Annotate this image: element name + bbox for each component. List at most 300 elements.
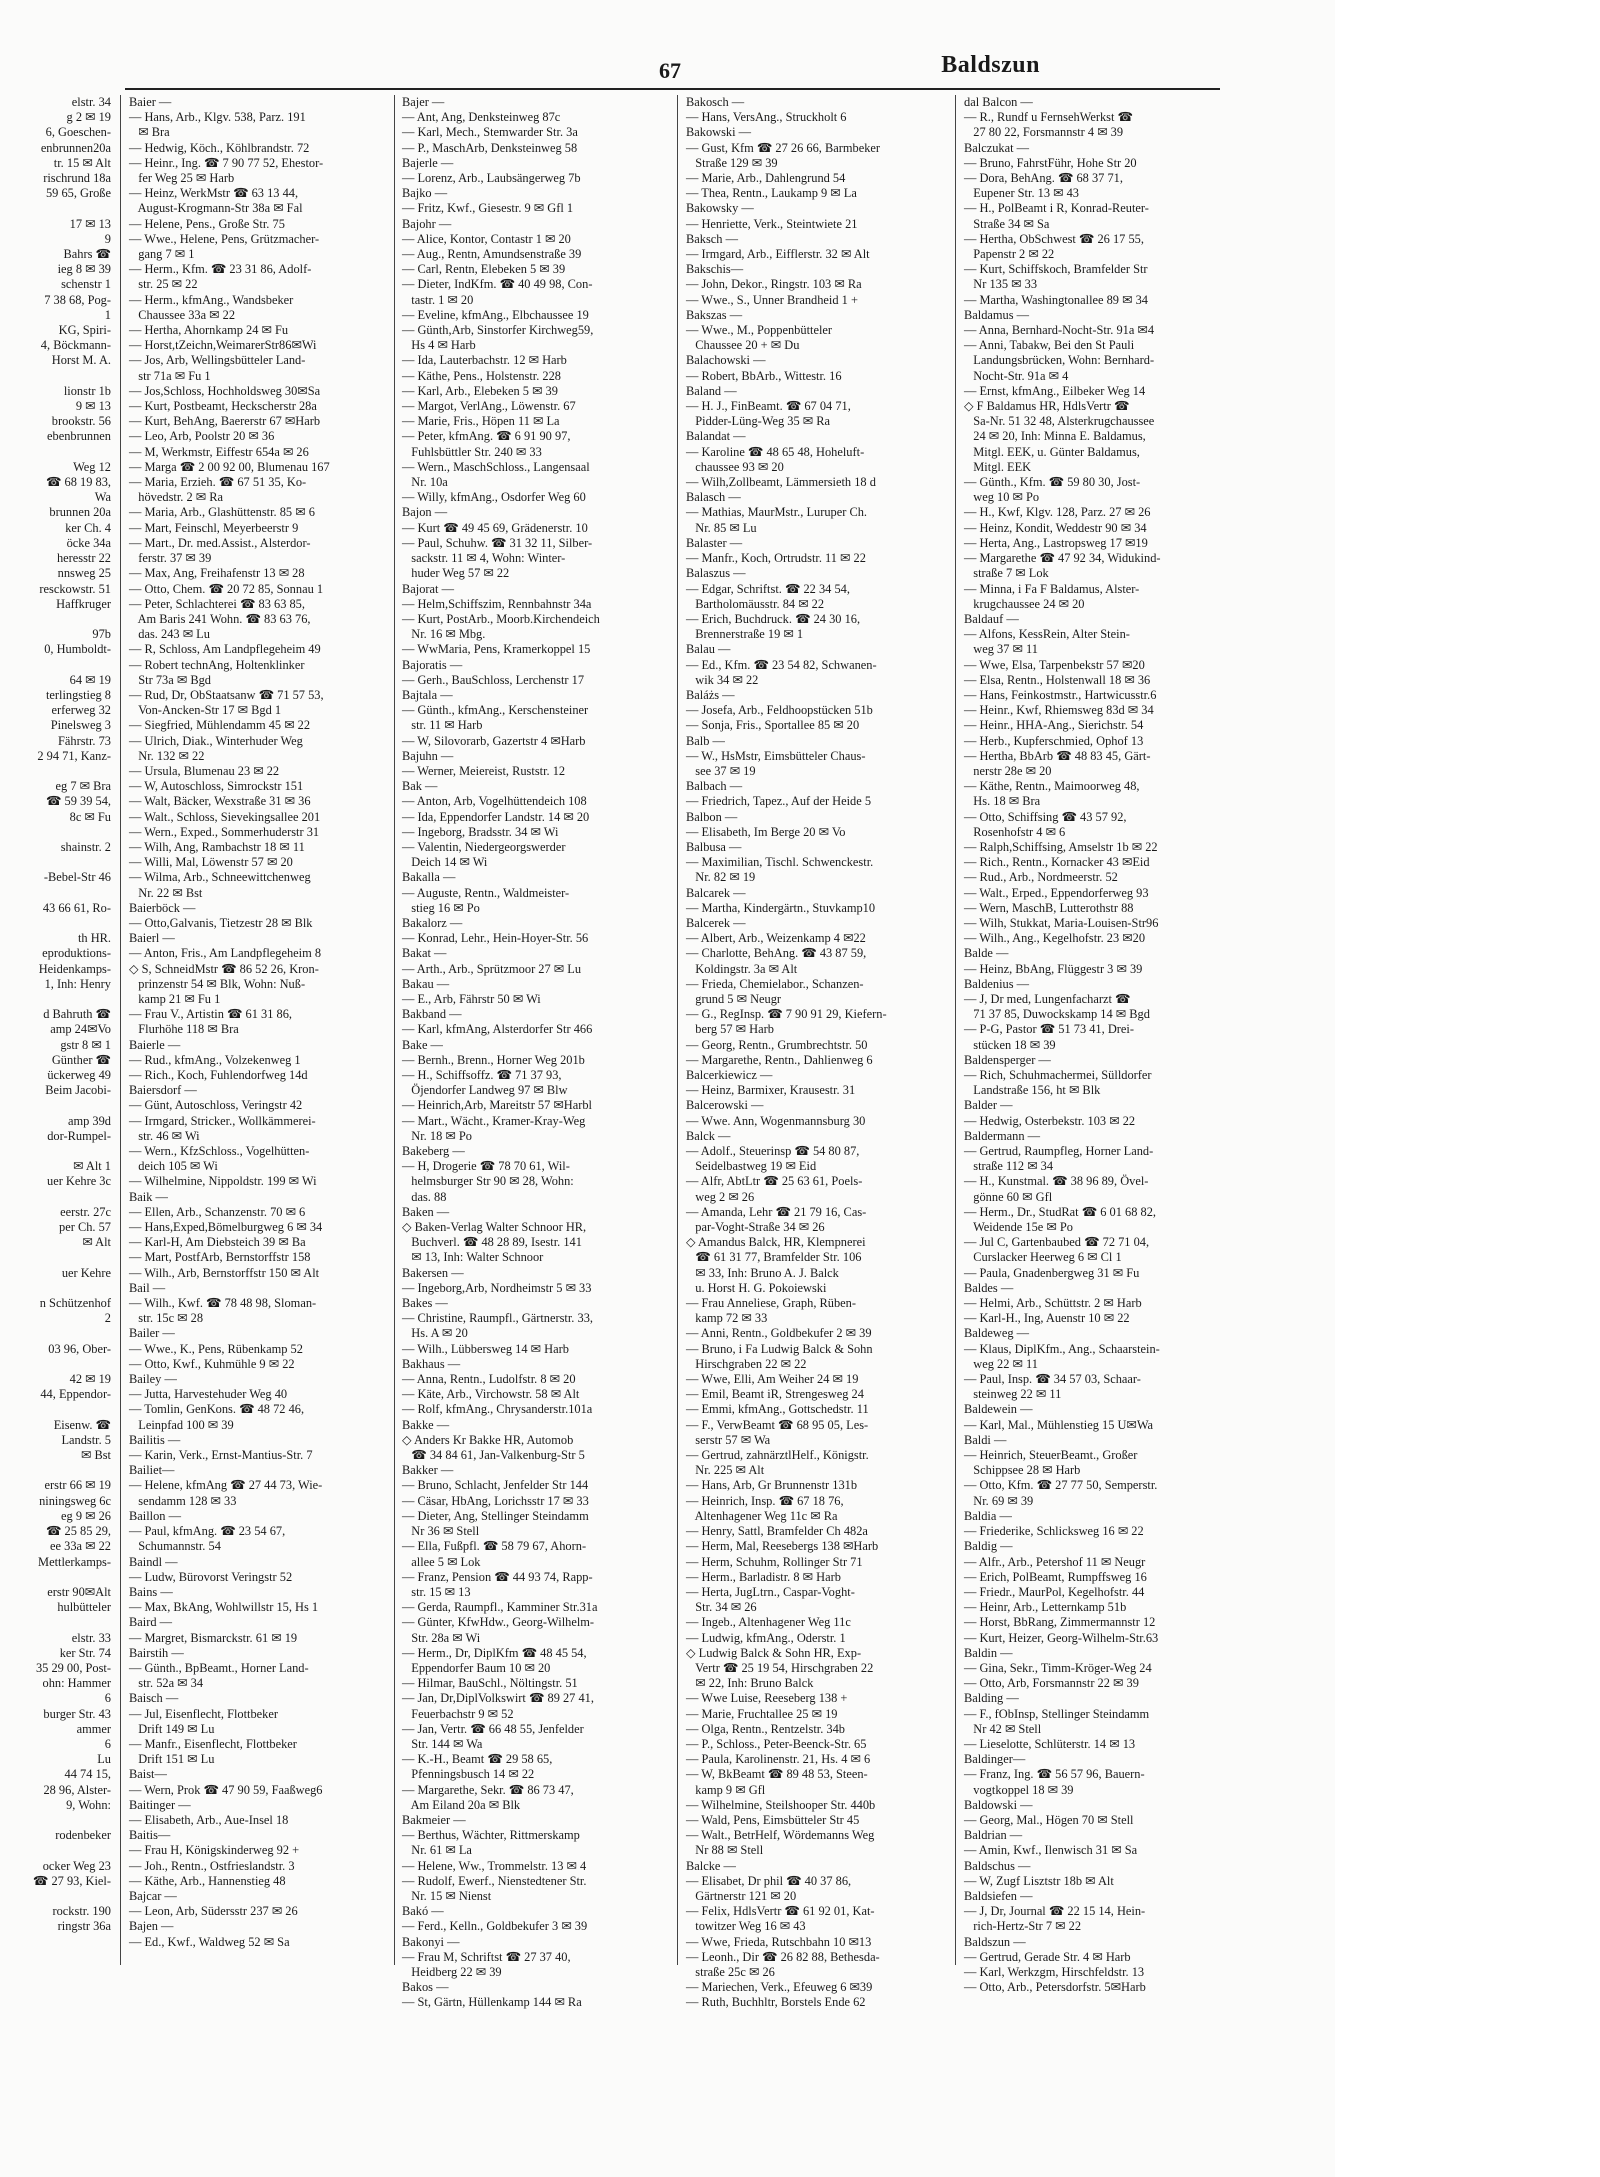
directory-line: — Herm., Dr., StudRat ☎ 6 01 68 82, <box>964 1204 1156 1219</box>
directory-line: — Kurt, Heizer, Georg-Wilhelm-Str.63 <box>964 1630 1159 1645</box>
directory-line: 35 29 00, Post- <box>35 1660 111 1675</box>
directory-line: straße 112 ✉ 34 <box>964 1159 1054 1174</box>
directory-line: — Margarethe ☎ 47 92 34, Widukind- <box>964 551 1161 566</box>
directory-line: ◇ Ludwig Balck & Sohn HR, Exp- <box>686 1645 862 1660</box>
directory-line: — Edgar, Schriftst. ☎ 22 34 54, <box>686 581 850 596</box>
directory-line: ✉ Alt <box>82 1235 111 1250</box>
directory-line: Heidenkamps- <box>38 961 111 976</box>
directory-line: — P., MaschArb, Denksteinweg 58 <box>402 140 578 155</box>
directory-line: August-Krogmann-Str 38a ✉ Fal <box>129 201 303 216</box>
directory-line: — Siegfried, Mühlendamm 45 ✉ 22 <box>129 718 311 733</box>
directory-line: Seidelbastweg 19 ✉ Eid <box>686 1159 817 1174</box>
directory-line: — Eveline, kfmAng., Elbchaussee 19 <box>402 307 589 322</box>
directory-line: 64 ✉ 19 <box>69 672 111 687</box>
directory-line: rischrund 18a <box>43 171 111 186</box>
directory-line: 2 <box>104 1311 111 1326</box>
directory-line: — Hans, Arb., Klgv. 538, Parz. 191 <box>129 110 306 125</box>
directory-line: resckowstr. 51 <box>39 581 111 596</box>
directory-line: Baldeweg — <box>964 1326 1030 1341</box>
directory-line: weg 22 ✉ 11 <box>964 1356 1038 1371</box>
directory-line: — Marie, Arb., Dahlengrund 54 <box>686 171 846 186</box>
directory-line: Bailey — <box>129 1372 177 1387</box>
directory-line: Hs 4 ✉ Harb <box>402 338 476 353</box>
directory-line: Bajtala — <box>402 687 453 702</box>
directory-line: — Ulrich, Diak., Winterhuder Weg <box>129 733 303 748</box>
directory-line: — Maria, Arb., Glashüttenstr. 85 ✉ 6 <box>129 505 315 520</box>
directory-line: 1, Inh: Henry <box>44 976 111 991</box>
directory-line: — Hedwig, Osterbekstr. 103 ✉ 22 <box>964 1113 1136 1128</box>
directory-line: Balcerek — <box>686 915 746 930</box>
directory-line: weg 2 ✉ 26 <box>686 1189 755 1204</box>
directory-line: amp 39d <box>67 1113 111 1128</box>
directory-line: — Ludw, Bürovorst Veringstr 52 <box>129 1569 293 1584</box>
directory-line: hulbütteler <box>57 1600 111 1615</box>
directory-line: — Anni, Tabakw, Bei den St Pauli <box>964 338 1135 353</box>
directory-line: Mitgl. EEK <box>964 459 1032 474</box>
directory-line: — Martha, Washingtonallee 89 ✉ 34 <box>964 292 1148 307</box>
directory-line: Balachowski — <box>686 353 766 368</box>
scan-margin <box>1335 0 1600 2177</box>
directory-line: — Käthe, Arb., Hannenstieg 48 <box>129 1873 286 1888</box>
directory-line: — Heinrich, Insp. ☎ 67 18 76, <box>686 1493 844 1508</box>
directory-line: dor-Rumpel- <box>47 1128 111 1143</box>
directory-line: — Leon, Arb, Südersstr 237 ✉ 26 <box>129 1904 298 1919</box>
directory-line: — Manfr., Koch, Ortrudstr. 11 ✉ 22 <box>686 551 866 566</box>
directory-line: — Walt., Erped., Eppendorferweg 93 <box>964 885 1149 900</box>
directory-line: — H. J., FinBeamt. ☎ 67 04 71, <box>686 399 851 414</box>
directory-line: — Minna, i Fa F Baldamus, Alster- <box>964 581 1140 596</box>
directory-line: ✉ Bst <box>80 1448 111 1463</box>
directory-line: — Olga, Rentn., Rentzelstr. 34b <box>686 1721 845 1736</box>
directory-line: Bakowski — <box>686 125 752 140</box>
directory-line: Balbusa — <box>686 839 742 854</box>
directory-line: — Alfons, KessRein, Alter Stein- <box>964 627 1130 642</box>
directory-line: — Mart., Wächt., Kramer-Kray-Weg <box>402 1113 586 1128</box>
directory-line: öcke 34a <box>66 535 111 550</box>
directory-line: — Paula, Gnadenbergweg 31 ✉ Fu <box>964 1265 1140 1280</box>
directory-line: rockstr. 190 <box>52 1904 111 1919</box>
directory-line: — Wwe Luise, Reeseberg 138 + <box>686 1691 848 1706</box>
directory-line: — Frau Anneliese, Graph, Rüben- <box>686 1296 856 1311</box>
directory-line: — Ellen, Arb., Schanzenstr. 70 ✉ 6 <box>129 1204 306 1219</box>
directory-line: — Lieselotte, Schlüterstr. 14 ✉ 13 <box>964 1736 1136 1751</box>
directory-line: Feuerbachstr 9 ✉ 52 <box>402 1706 514 1721</box>
directory-line: Bajko — <box>402 186 448 201</box>
directory-line: str. 25 ✉ 22 <box>129 277 198 292</box>
directory-line: Bairstih — <box>129 1645 184 1660</box>
directory-line: terlingstieg 8 <box>45 687 111 702</box>
directory-line: — Maria, Erzieh. ☎ 67 51 35, Ko- <box>129 475 307 490</box>
directory-line: ◇ Anders Kr Bakke HR, Automob <box>402 1432 574 1447</box>
directory-line: — Helene, kfmAng ☎ 27 44 73, Wie- <box>129 1478 323 1493</box>
directory-line: 17 ✉ 13 <box>69 216 111 231</box>
directory-line <box>0 1813 115 1828</box>
directory-line: — Günth., BpBeamt., Horner Land- <box>129 1660 309 1675</box>
directory-line: Baitinger — <box>129 1797 191 1812</box>
directory-line: Bakband — <box>402 1007 462 1022</box>
directory-line: Nr. 61 ✉ La <box>402 1843 472 1858</box>
directory-line: 4, Böckmann- <box>40 338 111 353</box>
directory-line: — Anna, Bernhard-Nocht-Str. 91a ✉4 <box>964 323 1155 338</box>
directory-line: amp 24✉Vo <box>50 1022 111 1037</box>
directory-line: — P., Schloss., Peter-Beenck-Str. 65 <box>686 1736 867 1751</box>
directory-line: — Walt., Schloss, Sievekingsallee 201 <box>129 809 321 824</box>
directory-line: — WwMaria, Pens, Kramerkoppel 15 <box>402 642 591 657</box>
directory-line: — Valentin, Niedergeorgswerder <box>402 839 566 854</box>
directory-line: — Wwe, Elsa, Tarpenbekstr 57 ✉20 <box>964 657 1145 672</box>
directory-line: eerstr. 27c <box>60 1204 111 1219</box>
directory-line: — Aug., Rentn, Amundsenstraße 39 <box>402 247 582 262</box>
directory-line <box>0 1144 115 1159</box>
directory-line: Bajon — <box>402 505 448 520</box>
directory-line: — Paula, Karolinenstr. 21, Hs. 4 ✉ 6 <box>686 1752 871 1767</box>
directory-line: — Wilhelmine, Nippoldstr. 199 ✉ Wi <box>129 1174 317 1189</box>
directory-line: — Hertha, ObSchwest ☎ 26 17 55, <box>964 231 1144 246</box>
directory-line: — Kurt, Postbeamt, Heckscherstr 28a <box>129 399 317 414</box>
directory-line: — Herm., kfmAng., Wandsbeker <box>129 292 294 307</box>
directory-line: — Herm, Schuhm, Rollinger Str 71 <box>686 1554 863 1569</box>
directory-line: — Gertrud, zahnärztlHelf., Königstr. <box>686 1448 869 1463</box>
directory-line: — Gertrud, Raumpfleg, Horner Land- <box>964 1144 1154 1159</box>
directory-line <box>0 1281 115 1296</box>
directory-line: — Arth., Arb., Sprützmoor 27 ✉ Lu <box>402 961 582 976</box>
directory-line: tastr. 1 ✉ 20 <box>402 292 474 307</box>
directory-line: — Ida, Eppendorfer Landstr. 14 ✉ 20 <box>402 809 590 824</box>
directory-line: — G., RegInsp. ☎ 7 90 91 29, Kiefern- <box>686 1007 887 1022</box>
directory-line: — Mart, PostfArb, Bernstorffstr 158 <box>129 1250 311 1265</box>
directory-line: Bajerle — <box>402 155 454 170</box>
directory-line: Bajorat — <box>402 581 454 596</box>
directory-line: — W., HsMstr, Eimsbütteler Chaus- <box>686 748 866 763</box>
directory-line: Bailiet— <box>129 1463 175 1478</box>
directory-line: Von-Ancken-Str 17 ✉ Bgd 1 <box>129 703 282 718</box>
directory-line: Buchverl. ☎ 48 28 89, Isestr. 141 <box>402 1235 582 1250</box>
directory-line: — Helene, Ww., Trommelstr. 13 ✉ 4 <box>402 1858 587 1873</box>
directory-line: Bahrs ☎ <box>63 247 111 262</box>
directory-line: — Willi, Mal, Löwenstr 57 ✉ 20 <box>129 855 293 870</box>
directory-line: Balde — <box>964 946 1009 961</box>
directory-line: Hs. A ✉ 20 <box>402 1326 468 1341</box>
directory-line: — J, Dr, Journal ☎ 22 15 14, Hein- <box>964 1904 1146 1919</box>
directory-line: — Tomlin, GenKons. ☎ 48 72 46, <box>129 1402 305 1417</box>
directory-line: Baldrian — <box>964 1828 1023 1843</box>
directory-line: — Sonja, Fris., Sportallee 85 ✉ 20 <box>686 718 860 733</box>
directory-line: Pfenningsbusch 14 ✉ 22 <box>402 1767 535 1782</box>
directory-line: — Günth., Kfm. ☎ 59 80 30, Jost- <box>964 475 1141 490</box>
directory-line: ringstr 36a <box>57 1919 111 1934</box>
directory-line: Str. 28a ✉ Wi <box>402 1630 481 1645</box>
directory-line: — St, Gärtn, Hüllenkamp 144 ✉ Ra <box>402 1995 582 2010</box>
directory-line: ☎ 25 85 29, <box>46 1524 111 1539</box>
directory-line: Lu <box>97 1752 111 1767</box>
column-divider <box>677 95 678 1965</box>
directory-line: — Wwe, Frieda, Rutschbahn 10 ✉13 <box>686 1934 872 1949</box>
directory-line: Beim Jacobi- <box>45 1083 111 1098</box>
directory-line: Nr. 225 ✉ Alt <box>686 1463 765 1478</box>
directory-line: — Friederike, Schlicksweg 16 ✉ 22 <box>964 1524 1144 1539</box>
directory-line: — Anni, Rentn., Goldbekufer 2 ✉ 39 <box>686 1326 872 1341</box>
directory-line: — Jos, Arb, Wellingsbütteler Land- <box>129 353 306 368</box>
directory-line: ✉ 13, Inh: Walter Schnoor <box>402 1250 544 1265</box>
directory-line: Straße 129 ✉ 39 <box>686 155 778 170</box>
directory-line: — Jul C, Gartenbaubed ☎ 72 71 04, <box>964 1235 1150 1250</box>
directory-line: ieg 8 ✉ 39 <box>57 262 111 277</box>
directory-line: Str. 144 ✉ Wa <box>402 1736 483 1751</box>
directory-line: Nr. 132 ✉ 22 <box>129 748 205 763</box>
directory-line: — Frau V., Artistin ☎ 61 31 86, <box>129 1007 292 1022</box>
directory-line: berg 57 ✉ Harb <box>686 1022 774 1037</box>
directory-line: — Herm, Mal, Reesebergs 138 ✉Harb <box>686 1539 879 1554</box>
directory-line: Leinpfad 100 ✉ 39 <box>129 1417 234 1432</box>
directory-line: u. Horst H. G. Pokoiewski <box>686 1280 827 1295</box>
directory-line: — Herta, JugLtrn., Caspar-Voght- <box>686 1584 855 1599</box>
directory-line: elstr. 33 <box>71 1630 111 1645</box>
directory-line: Bakszas — <box>686 307 743 322</box>
directory-line: Bakos — <box>402 1980 449 1995</box>
directory-line: Baldenius — <box>964 976 1030 991</box>
directory-line: — Hertha, Ahornkamp 24 ✉ Fu <box>129 323 289 338</box>
directory-line: — Bruno, FahrstFühr, Hohe Str 20 <box>964 155 1137 170</box>
directory-line: — Walt, Bäcker, Wexstraße 31 ✉ 36 <box>129 794 311 809</box>
directory-line: — Elisabeth, Arb., Aue-Insel 18 <box>129 1812 289 1827</box>
directory-line: — Marie, Fruchtallee 25 ✉ 19 <box>686 1706 838 1721</box>
directory-line: — Herm., Kfm. ☎ 23 31 86, Adolf- <box>129 262 312 277</box>
directory-line: — Ingeborg,Arb, Nordheimstr 5 ✉ 33 <box>402 1280 592 1295</box>
directory-line: gönne 60 ✉ Gfl <box>964 1189 1053 1204</box>
directory-line: Baierböck — <box>129 900 196 915</box>
directory-line: — Hedwig, Köch., Köhlbrandstr. 72 <box>129 140 310 155</box>
directory-line: — Max, BkAng, Wohlwillstr 15, Hs 1 <box>129 1600 319 1615</box>
directory-line: — Willy, kfmAng., Osdorfer Weg 60 <box>402 490 586 505</box>
directory-line: deich 105 ✉ Wi <box>129 1159 218 1174</box>
directory-line: — H., Kunstmal. ☎ 38 96 89, Övel- <box>964 1174 1149 1189</box>
directory-line: — W, Zugf Lisztstr 18b ✉ Alt <box>964 1873 1114 1888</box>
directory-line: Bajohr — <box>402 216 452 231</box>
directory-line: 42 ✉ 19 <box>69 1372 111 1387</box>
directory-line: Hs. 18 ✉ Bra <box>964 794 1041 809</box>
directory-line: — Berthus, Wächter, Rittmerskamp <box>402 1828 580 1843</box>
directory-line: Bakosch — <box>686 95 745 109</box>
directory-line: — F., fObInsp, Stellinger Steindamm <box>964 1706 1150 1721</box>
directory-line <box>0 369 115 384</box>
directory-line: Nr 36 ✉ Stell <box>402 1524 480 1539</box>
directory-line: Baldsiefen — <box>964 1888 1033 1903</box>
directory-line: Baier — <box>129 95 172 109</box>
directory-line: — Otto, Schiffsing ☎ 43 57 92, <box>964 809 1127 824</box>
directory-line: — Margret, Bismarckstr. 61 ✉ 19 <box>129 1630 298 1645</box>
directory-line: uer Kehre 3c <box>47 1174 111 1189</box>
directory-line: — Otto, Arb., Petersdorfstr. 5✉Harb <box>964 1980 1146 1995</box>
directory-line: elstr. 34 <box>71 95 111 109</box>
running-head: Baldszun <box>941 52 1040 78</box>
directory-line: — Anton, Fris., Am Landpflegeheim 8 <box>129 946 322 961</box>
directory-line: Balb — <box>686 733 725 748</box>
directory-line: Balbach — <box>686 779 743 794</box>
directory-line: str. 11 ✉ Harb <box>402 718 483 733</box>
column-divider <box>394 95 395 1965</box>
directory-line: straße 25c ✉ 26 <box>686 1964 775 1979</box>
directory-line: Chaussee 20 + ✉ Du <box>686 338 800 353</box>
directory-line: — Ingeb., Altenhagener Weg 11c <box>686 1615 851 1630</box>
directory-line: Nr. 15 ✉ Nienst <box>402 1888 492 1903</box>
directory-line: Altenhagener Weg 11c ✉ Ra <box>686 1508 838 1523</box>
directory-line: — Henry, Sattl, Bramfelder Ch 482a <box>686 1524 868 1539</box>
directory-line: — Ursula, Blumenau 23 ✉ 22 <box>129 763 280 778</box>
directory-line: Balczukat — <box>964 140 1030 155</box>
column-margin-left <box>0 95 115 2095</box>
directory-line: par-Voght-Straße 34 ✉ 26 <box>686 1220 825 1235</box>
directory-line: 44 74 15, <box>64 1767 111 1782</box>
directory-line: — Kurt, BehAng, Baererstr 67 ✉Harb <box>129 414 321 429</box>
directory-line: Weg 12 <box>73 459 111 474</box>
directory-line: — Friedr., MaurPol, Kegelhofstr. 44 <box>964 1584 1145 1599</box>
directory-line: — Christine, Raumpfl., Gärtnerstr. 33, <box>402 1311 593 1326</box>
directory-line: str. 15 ✉ 13 <box>402 1584 471 1599</box>
directory-line: — Margot, VerlAng., Löwenstr. 67 <box>402 399 576 414</box>
directory-line: — Ludwig, kfmAng., Oderstr. 1 <box>686 1630 846 1645</box>
directory-line: ker Str. 74 <box>59 1645 111 1660</box>
directory-line: sackstr. 11 ✉ 4, Wohn: Winter- <box>402 551 566 566</box>
directory-line: — Gerh., BauSchloss, Lerchenstr 17 <box>402 672 585 687</box>
directory-line: — Gertrud, Gerade Str. 4 ✉ Harb <box>964 1949 1131 1964</box>
directory-line: — Hans,Exped,Bömelburgweg 6 ✉ 34 <box>129 1220 323 1235</box>
directory-line: -Bebel-Str 46 <box>43 870 111 885</box>
directory-line: 1 <box>104 307 111 322</box>
directory-line: Bajoratis — <box>402 657 463 672</box>
directory-line: Baldermann — <box>964 1128 1041 1143</box>
directory-line: — Frieda, Chemielabor., Schanzen- <box>686 976 864 991</box>
directory-line: Landstr. 5 <box>61 1432 111 1447</box>
directory-line: see 37 ✉ 19 <box>686 763 756 778</box>
directory-line: serstr 57 ✉ Wa <box>686 1432 771 1447</box>
directory-line: — Wald, Pens, Eimsbütteler Str 45 <box>686 1812 860 1827</box>
directory-line: — Marie, Fris., Höpen 11 ✉ La <box>402 414 560 429</box>
directory-line: Baierle — <box>129 1037 181 1052</box>
directory-line: — Alice, Kontor, Contastr 1 ✉ 20 <box>402 231 571 246</box>
directory-line: — Franz, Pension ☎ 44 93 74, Rapp- <box>402 1569 593 1584</box>
directory-line: — Karl, Mech., Stemwarder Str. 3a <box>402 125 578 140</box>
directory-line: ückerweg 49 <box>47 1068 111 1082</box>
directory-line: — R, Schloss, Am Landpflegeheim 49 <box>129 642 321 657</box>
header-rule <box>125 88 1220 90</box>
directory-line: — Wilh., Ang., Kegelhofstr. 23 ✉20 <box>964 931 1146 946</box>
directory-line: — Adolf., Steuerinsp ☎ 54 80 87, <box>686 1144 860 1159</box>
directory-line: — Wern., MaschSchloss., Langensaal <box>402 459 590 474</box>
directory-line: Balandat — <box>686 429 746 444</box>
directory-line: — P-G, Pastor ☎ 51 73 41, Drei- <box>964 1022 1134 1037</box>
directory-line: — H., PolBeamt i R, Konrad-Reuter- <box>964 201 1149 216</box>
directory-line: Baldowski — <box>964 1797 1033 1812</box>
directory-line: helmsburger Str 90 ✉ 28, Wohn: <box>402 1174 574 1189</box>
directory-line: — Wwe., M., Poppenbütteler <box>686 323 833 338</box>
directory-line: Nr. 82 ✉ 19 <box>686 870 756 885</box>
directory-line: — Ida, Lauterbachstr. 12 ✉ Harb <box>402 353 567 368</box>
directory-line: Bake — <box>402 1037 443 1052</box>
directory-line: Bakke — <box>402 1417 450 1432</box>
directory-line: Bakó — <box>402 1904 444 1919</box>
directory-line: — Mart, Feinschl, Meyerbeerstr 9 <box>129 520 299 535</box>
directory-line: — Rich., Koch, Fuhlendorfweg 14d <box>129 1068 308 1082</box>
directory-line: ✉ Alt 1 <box>73 1159 111 1174</box>
directory-line: — Herm., Barladistr. 8 ✉ Harb <box>686 1569 841 1584</box>
directory-line: — Leo, Arb, Poolstr 20 ✉ 36 <box>129 429 275 444</box>
directory-line: — Otto, Arb, Forsmannstr 22 ✉ 39 <box>964 1676 1139 1691</box>
directory-line: — Kurt ☎ 49 45 69, Grädenerstr. 10 <box>402 520 588 535</box>
directory-line: — H, Drogerie ☎ 78 70 61, Wil- <box>402 1159 570 1174</box>
directory-line: — Elsa, Rentn., Holstenwall 18 ✉ 36 <box>964 672 1151 687</box>
directory-line: — Wilma, Arb., Schneewittchenweg <box>129 870 311 885</box>
directory-line: sendamm 128 ✉ 33 <box>129 1493 237 1508</box>
directory-line: — Wilh., Kwf. ☎ 78 48 98, Sloman- <box>129 1296 317 1311</box>
directory-line: — Heinr., Kwf, Rhiemsweg 83d ✉ 34 <box>964 703 1154 718</box>
directory-line <box>0 1357 115 1372</box>
directory-line <box>0 992 115 1007</box>
directory-line: — Ernst, kfmAng., Eilbeker Weg 14 <box>964 383 1146 398</box>
directory-line: — Ralph,Schiffsing, Amselstr 1b ✉ 22 <box>964 839 1158 854</box>
directory-line: — Elisabeth, Im Berge 20 ✉ Vo <box>686 824 846 839</box>
directory-line: — E., Arb, Fährstr 50 ✉ Wi <box>402 991 541 1006</box>
directory-line: Balcarek — <box>686 885 746 900</box>
directory-line: Bakowsky — <box>686 201 754 216</box>
directory-line: Baldi — <box>964 1432 1007 1447</box>
directory-line: Balaster — <box>686 535 743 550</box>
directory-line: — Jutta, Harvestehuder Weg 40 <box>129 1387 288 1402</box>
directory-line: — Günt, Autoschloss, Veringstr 42 <box>129 1098 303 1113</box>
directory-line: Nr. 16 ✉ Mbg. <box>402 627 486 642</box>
directory-line: — Otto, Chem. ☎ 20 72 85, Sonnau 1 <box>129 581 324 596</box>
directory-line: str 71a ✉ Fu 1 <box>129 368 211 383</box>
directory-line: ferstr. 37 ✉ 39 <box>129 551 212 566</box>
directory-line: — Jan, Vertr. ☎ 66 48 55, Jenfelder <box>402 1721 584 1736</box>
directory-line: — Heinz, Barmixer, Krausestr. 31 <box>686 1083 856 1098</box>
directory-line: — Martha, Kindergärtn., Stuvkamp10 <box>686 900 876 915</box>
directory-line: — Wilhelmine, Steilshooper Str. 440b <box>686 1797 876 1812</box>
directory-line: 6 <box>104 1691 111 1706</box>
directory-line: das. 243 ✉ Lu <box>129 627 210 642</box>
directory-line: Bakau — <box>402 976 450 991</box>
directory-line: 2 94 71, Kanz- <box>37 748 111 763</box>
directory-line: Bajen — <box>129 1919 174 1934</box>
directory-line: eproduktions- <box>42 946 111 961</box>
directory-line: Baldszun — <box>964 1934 1026 1949</box>
directory-line <box>0 445 115 460</box>
directory-line: Bakalla — <box>402 870 456 885</box>
directory-line: Str 73a ✉ Bgd <box>129 672 211 687</box>
directory-line: Baland — <box>686 383 737 398</box>
directory-line: ◇ Baken-Verlag Walter Schnoor HR, <box>402 1220 587 1235</box>
directory-line: Baldauf — <box>964 611 1019 626</box>
directory-line: — Otto,Galvanis, Tietzestr 28 ✉ Blk <box>129 915 313 930</box>
directory-line: — Margarethe, Sekr. ☎ 86 73 47, <box>402 1782 574 1797</box>
directory-line: — Heinz, BbAng, Flüggestr 3 ✉ 39 <box>964 961 1143 976</box>
directory-line: — Käte, Arb., Virchowstr. 58 ✉ Alt <box>402 1387 580 1402</box>
directory-line: allee 5 ✉ Lok <box>402 1554 481 1569</box>
column-2 <box>398 95 673 2095</box>
directory-line: — Wern, MaschB, Lutterothstr 88 <box>964 900 1134 915</box>
directory-line <box>0 1463 115 1478</box>
directory-line: Chaussee 33a ✉ 22 <box>129 307 236 322</box>
directory-line: — Bernh., Brenn., Horner Weg 201b <box>402 1052 585 1067</box>
directory-line: 28 96, Alster- <box>43 1782 111 1797</box>
directory-line: Bakeberg — <box>402 1144 465 1159</box>
directory-line: Bajcar — <box>129 1888 177 1903</box>
directory-line: — Henriette, Verk., Steintwiete 21 <box>686 216 858 231</box>
directory-line: d Bahruth ☎ <box>43 1007 111 1022</box>
directory-line: Nr 135 ✉ 33 <box>964 277 1038 292</box>
directory-line: — Georg, Rentn., Grumbrechtstr. 50 <box>686 1037 868 1052</box>
directory-line: — Franz, Ing. ☎ 56 57 96, Bauern- <box>964 1767 1145 1782</box>
directory-line: — Otto, Kwf., Kuhmühle 9 ✉ 22 <box>129 1356 295 1371</box>
